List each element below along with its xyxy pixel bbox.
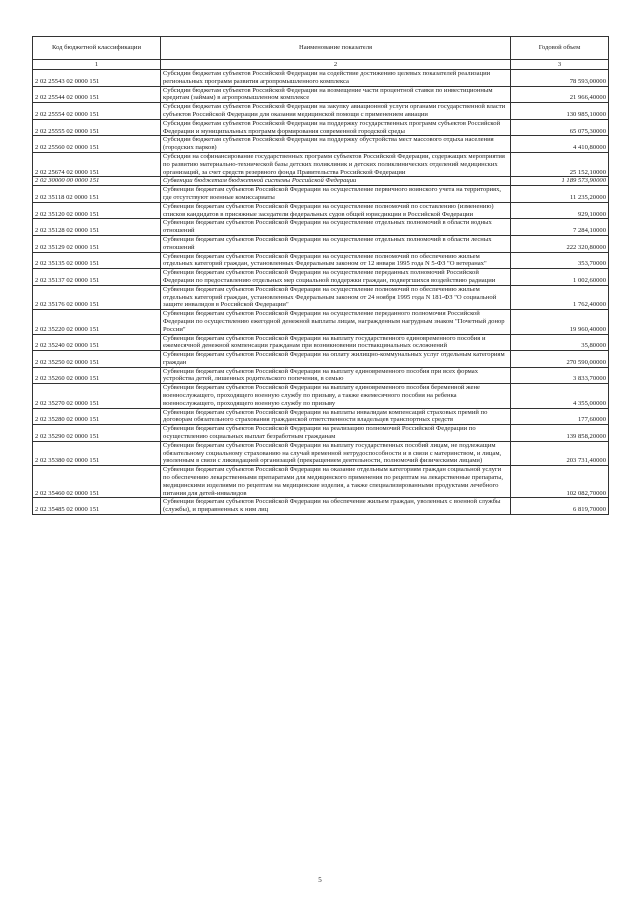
table-row: [33, 441, 609, 465]
row-value: 3 833,70000: [511, 367, 609, 384]
table-row: [33, 103, 609, 120]
row-value: 6 819,70000: [511, 498, 609, 515]
row-code: 2 02 35260 02 0000 151: [33, 367, 161, 384]
row-code: 2 02 25543 02 0000 151: [33, 70, 161, 87]
column-number-code: 1: [33, 60, 161, 70]
row-code: 2 02 35280 02 0000 151: [33, 408, 161, 425]
row-value: 177,60000: [511, 408, 609, 425]
row-value: 35,80000: [511, 334, 609, 351]
row-name: Субсидии бюджетам субъектов Российской Федерации на поддержку обустройства мест массового отдыха населения (городских парков): [161, 136, 511, 153]
table-row: [33, 70, 609, 87]
row-name: Субвенции бюджетам субъектов Российской Федерации на оплату жилищно-коммунальных услуг отдельным категориям граждан: [161, 351, 511, 368]
table-row: [33, 367, 609, 384]
row-code: 2 02 35460 02 0000 151: [33, 466, 161, 498]
column-number-name: 2: [161, 60, 511, 70]
table-row: [33, 86, 609, 103]
table-row: [33, 351, 609, 368]
row-value: 4 410,80000: [511, 136, 609, 153]
row-value: 130 985,10000: [511, 103, 609, 120]
row-code: 2 02 35135 02 0000 151: [33, 252, 161, 269]
row-code: 2 02 35118 02 0000 151: [33, 186, 161, 203]
table-row: [33, 269, 609, 286]
header-row: [33, 37, 609, 60]
row-name: Субсидии бюджетам субъектов Российской Федерации на закупку авиационной услуги органами государственной власти субъектов Российской Федерации для оказания медицинской помощи с применением авиации: [161, 103, 511, 120]
page-number: 5: [318, 876, 322, 884]
table-row: [33, 177, 609, 186]
row-name: Субсидии на софинансирование государственных программ субъектов Российской Федерации, содержащих мероприятия по развитию материально-технической базы детских поликлиник и детских поликлинических отделений медицинских организаций, за счет средств резервного фонда Правительства Российской Федерации: [161, 152, 511, 176]
row-name: Субвенции бюджетам субъектов Российской Федерации на выплату единовременного пособия беременной жене военнослужащего, проходящего военную службу по призыву, а также ежемесячного пособия на ребенка военнослужащего, проходящего военную службу по призыву: [161, 384, 511, 408]
row-value: 222 320,80000: [511, 235, 609, 252]
row-name: Субсидии бюджетам субъектов Российской Федерации на возмещение части процентной ставки по инвестиционным кредитам (займам) в агропромышленном комплексе: [161, 86, 511, 103]
row-name: Субвенции бюджетам субъектов Российской Федерации на осуществление отдельных полномочий в области лесных отношений: [161, 235, 511, 252]
row-name: Субвенции бюджетам субъектов Российской Федерации на оказание отдельным категориям граждан социальной услуги по обеспечению лекарственными препаратами для медицинского применения по рецептам на лекарственные препараты, медицинскими изделиями по рецептам на медицинские изделия, а также специализированными продуктами лечебного питания для детей-инвалидов: [161, 466, 511, 498]
row-name: Субвенции бюджетам субъектов Российской Федерации на выплату государственного единовременного пособия и ежемесячной денежной компенсации гражданам при возникновении поствакцинальных осложнений: [161, 334, 511, 351]
table-row: [33, 186, 609, 203]
row-name: Субсидии бюджетам субъектов Российской Федерации на поддержку государственных программ субъектов Российской Федерации и муниципальных программ формирования современной городской среды: [161, 119, 511, 136]
row-code: 2 02 35485 02 0000 151: [33, 498, 161, 515]
row-value: 929,10000: [511, 202, 609, 219]
table-row: [33, 466, 609, 498]
row-value: 7 284,10000: [511, 219, 609, 236]
row-value: 270 590,00000: [511, 351, 609, 368]
row-value: 25 152,10000: [511, 152, 609, 176]
row-value: 1 002,60000: [511, 269, 609, 286]
row-code: 2 02 35128 02 0000 151: [33, 219, 161, 236]
table-row: [33, 119, 609, 136]
row-name: Субвенции бюджетам субъектов Российской Федерации на реализацию полномочий Российской Федерации по осуществлению социальных выплат безработным гражданам: [161, 425, 511, 442]
row-name: Субвенции бюджетам субъектов Российской Федерации на выплату государственных пособий лицам, не подлежащим обязательному социальному страхованию на случай временной нетрудоспособности и в связи с материнством, и лицам, уволенным в связи с ликвидацией организаций (прекращением деятельности, полномочий физическими лицами): [161, 441, 511, 465]
row-value: 78 593,00000: [511, 70, 609, 87]
row-value: 1 762,40000: [511, 285, 609, 309]
row-name: Субвенции бюджетам субъектов Российской Федерации на осуществление переданных полномочий Российской Федерации по предоставлению отдельных мер социальной поддержки граждан, подвергшихся воздействию радиации: [161, 269, 511, 286]
row-code: 2 02 35220 02 0000 151: [33, 310, 161, 334]
budget-table: [32, 36, 609, 515]
table-row: [33, 219, 609, 236]
table-row: [33, 384, 609, 408]
row-code: 2 02 35176 02 0000 151: [33, 285, 161, 309]
row-value: 139 858,20000: [511, 425, 609, 442]
table-row: [33, 310, 609, 334]
row-code: 2 02 25554 02 0000 151: [33, 103, 161, 120]
row-code: 2 02 25560 02 0000 151: [33, 136, 161, 153]
column-number-value: 3: [511, 60, 609, 70]
table-row: [33, 136, 609, 153]
row-name: Субвенции бюджетам бюджетной системы Российской Федерации: [161, 177, 511, 186]
row-code: 2 02 35129 02 0000 151: [33, 235, 161, 252]
table-body: [33, 70, 609, 515]
row-value: 19 960,40000: [511, 310, 609, 334]
row-value: 4 355,00000: [511, 384, 609, 408]
row-value: 11 235,20000: [511, 186, 609, 203]
row-name: Субвенции бюджетам субъектов Российской Федерации на осуществление отдельных полномочий в области водных отношений: [161, 219, 511, 236]
row-code: 2 02 35290 02 0000 151: [33, 425, 161, 442]
header-name: Наименование показателя: [161, 37, 511, 60]
table-row: [33, 152, 609, 176]
row-value: 102 082,70000: [511, 466, 609, 498]
column-number-row: [33, 60, 609, 70]
row-name: Субвенции бюджетам субъектов Российской Федерации на осуществление полномочий по обеспечению жильем отдельных категорий граждан, установленных Федеральным законом от 24 ноября 1995 года N 181-ФЗ "О социальной защите инвалидов в Российской Федерации": [161, 285, 511, 309]
row-code: 2 02 35250 02 0000 151: [33, 351, 161, 368]
row-name: Субвенции бюджетам субъектов Российской Федерации на осуществление полномочий по обеспечению жильем отдельных категорий граждан, установленных Федеральным законом от 12 января 1995 года N 5-ФЗ "О ветеранах": [161, 252, 511, 269]
row-value: 353,70000: [511, 252, 609, 269]
table-row: [33, 334, 609, 351]
row-code: 2 02 35270 02 0000 151: [33, 384, 161, 408]
header-code: Код бюджетной классификации: [33, 37, 161, 60]
row-code: 2 02 30000 00 0000 151: [33, 177, 161, 186]
row-name: Субвенции бюджетам субъектов Российской Федерации на осуществление первичного воинского учета на территориях, где отсутствуют военные комиссариаты: [161, 186, 511, 203]
row-value: 21 966,40000: [511, 86, 609, 103]
row-name: Субсидии бюджетам субъектов Российской Федерации на содействие достижению целевых показателей реализации региональных программ развития агропромышленного комплекса: [161, 70, 511, 87]
row-name: Субвенции бюджетам субъектов Российской Федерации на осуществление полномочий по составлению (изменению) списков кандидатов в присяжные заседатели федеральных судов общей юрисдикции в Российской Федерации: [161, 202, 511, 219]
row-code: 2 02 35137 02 0000 151: [33, 269, 161, 286]
row-code: 2 02 25674 02 0000 151: [33, 152, 161, 176]
row-code: 2 02 35120 02 0000 151: [33, 202, 161, 219]
row-code: 2 02 35380 02 0000 151: [33, 441, 161, 465]
table-row: [33, 202, 609, 219]
table-row: [33, 425, 609, 442]
table-row: [33, 235, 609, 252]
row-name: Субвенции бюджетам субъектов Российской Федерации на обеспечение жильем граждан, уволенных с военной службы (службы), и приравненных к ним лиц: [161, 498, 511, 515]
header-value: Годовой объем: [511, 37, 609, 60]
row-value: 203 731,40000: [511, 441, 609, 465]
row-code: 2 02 25555 02 0000 151: [33, 119, 161, 136]
row-value: 65 075,30000: [511, 119, 609, 136]
row-name: Субвенции бюджетам субъектов Российской Федерации на осуществление переданного полномочия Российской Федерации по осуществлению ежегодной денежной выплаты лицам, награжденным нагрудным знаком "Почетный донор России": [161, 310, 511, 334]
table-row: [33, 408, 609, 425]
table-row: [33, 285, 609, 309]
row-code: 2 02 25544 02 0000 151: [33, 86, 161, 103]
row-name: Субвенции бюджетам субъектов Российской Федерации на выплату единовременного пособия при всех формах устройства детей, лишенных родительского попечения, в семью: [161, 367, 511, 384]
row-value: 1 189 573,90000: [511, 177, 609, 186]
table-row: [33, 252, 609, 269]
row-code: 2 02 35240 02 0000 151: [33, 334, 161, 351]
table-row: [33, 498, 609, 515]
row-name: Субвенции бюджетам субъектов Российской Федерации на выплаты инвалидам компенсаций страховых премий по договорам обязательного страхования гражданской ответственности владельцев транспортных средств: [161, 408, 511, 425]
